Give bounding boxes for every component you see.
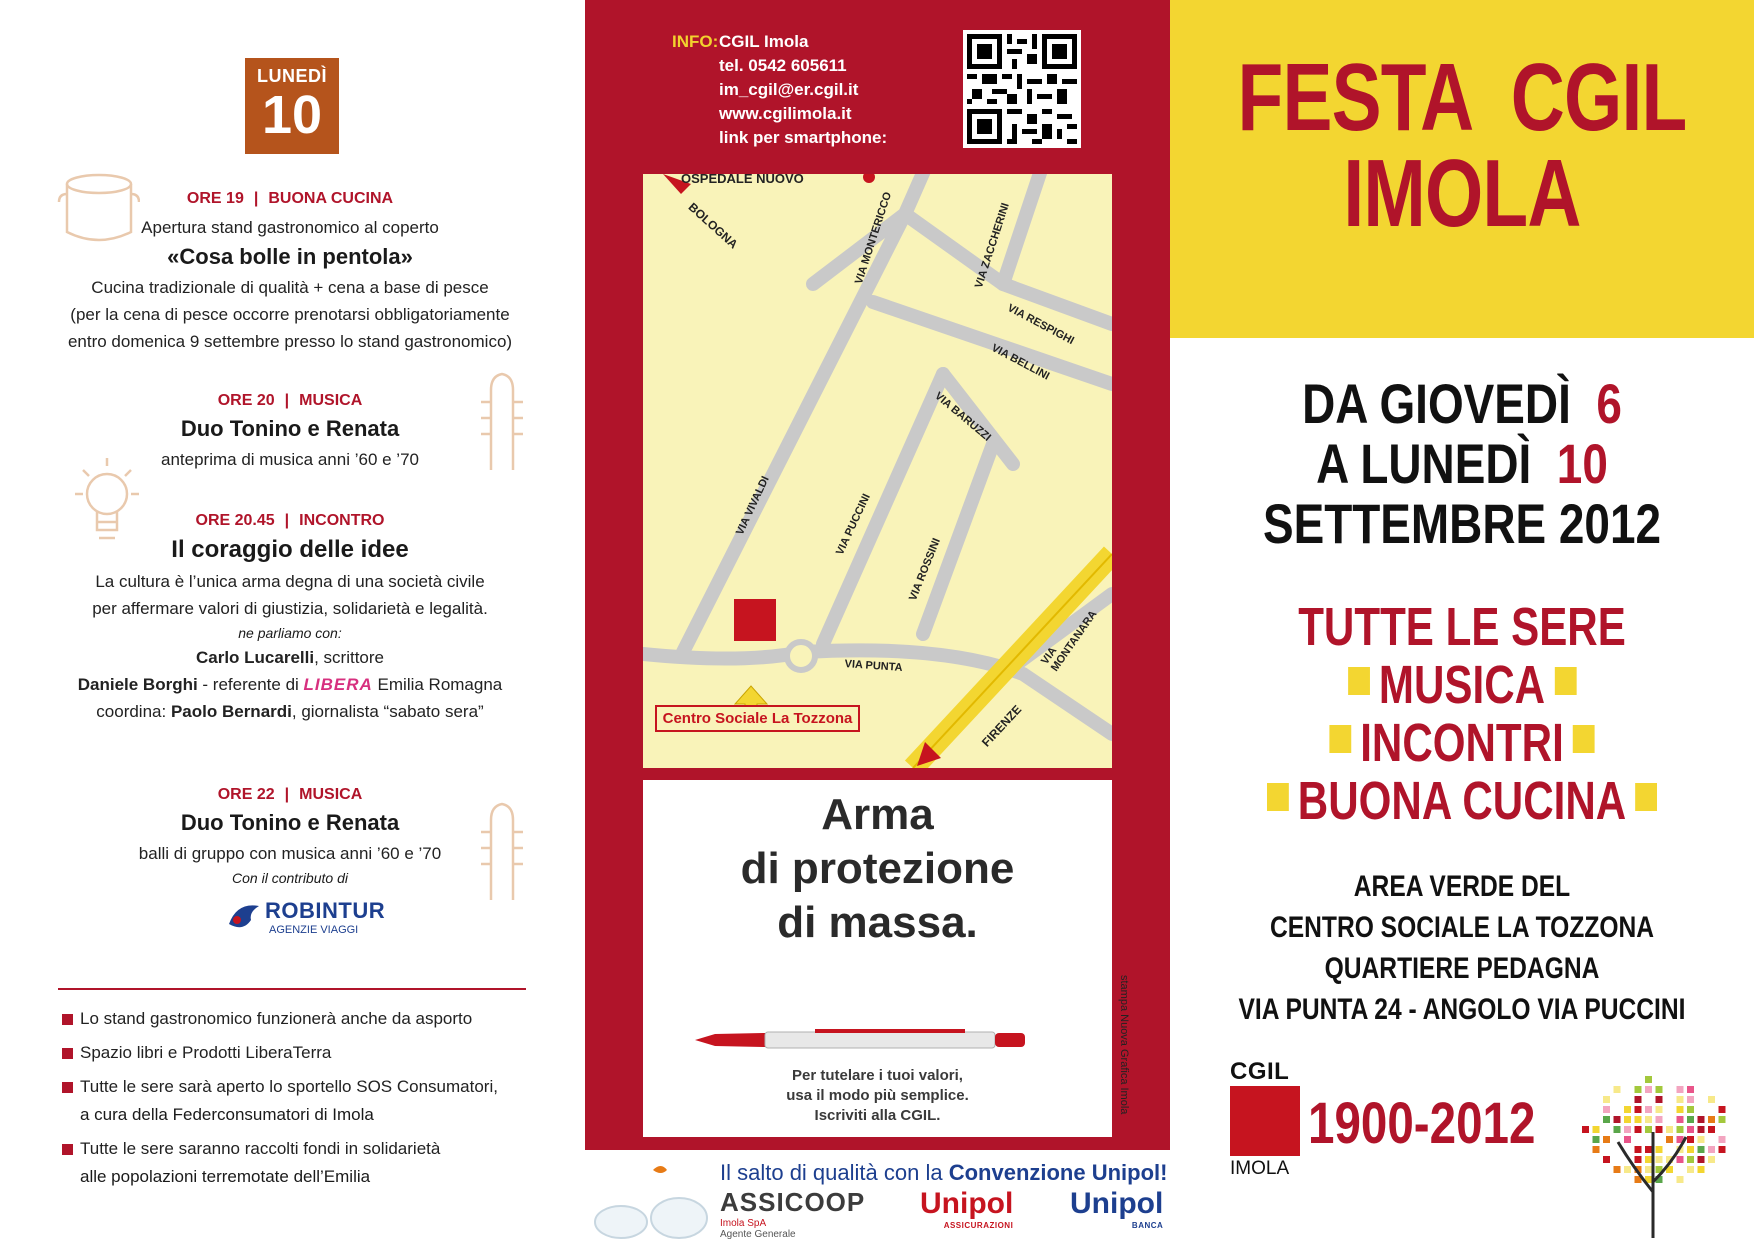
event-line: Cucina tradizionale di qualità + cena a base di pesce	[91, 278, 489, 297]
guest-role: - referente di	[197, 675, 304, 694]
tree-tile	[1614, 1086, 1621, 1093]
date-line	[1223, 434, 1702, 494]
tree-tile	[1645, 1156, 1652, 1163]
event-intro: Apertura stand gastronomico al coperto	[141, 218, 439, 237]
tree-tile	[1624, 1166, 1631, 1173]
event-head: ORE 20 | MUSICA	[217, 392, 363, 409]
day-badge	[245, 58, 339, 154]
tree-tile	[1698, 1166, 1705, 1173]
assicoop-sub: Imola SpA	[720, 1218, 767, 1229]
event-title: Duo Tonino e Renata	[180, 810, 400, 835]
tree-tile	[1635, 1116, 1642, 1123]
tree-tile	[1603, 1116, 1610, 1123]
unipol-claim	[720, 1160, 1167, 1186]
date-text: A LUNEDÌ	[1316, 432, 1532, 495]
tree-tile	[1593, 1136, 1600, 1143]
tree-tile	[1708, 1126, 1715, 1133]
tree-tile	[1656, 1086, 1663, 1093]
robintur-sub: AGENZIE VIAGGI	[269, 924, 359, 936]
venue-address	[1223, 866, 1702, 1030]
tree-tile	[1645, 1076, 1652, 1083]
mosaic-tree-icon	[1578, 1072, 1728, 1238]
program-highlights	[1234, 598, 1690, 830]
info-phone: tel. 0542 605611	[719, 56, 847, 75]
note-continuation: a cura della Federconsumatori di Imola	[80, 1105, 374, 1124]
event-line: La cultura è l’unica arma degna di una società civile	[95, 572, 485, 591]
guest-role: , giornalista “sabato sera”	[291, 702, 484, 721]
cgil-logo-bottom: IMOLA	[1230, 1158, 1290, 1179]
assicoop-agent: Agente Generale	[720, 1229, 796, 1240]
map-street: VIA ROSSINI	[907, 536, 943, 603]
info-line: CGIL Imola	[719, 32, 809, 51]
event-title: Duo Tonino e Renata	[180, 416, 400, 441]
venue-line: CENTRO SOCIALE LA TOZZONA	[1269, 911, 1655, 944]
event-ore-19	[40, 190, 540, 355]
print-credit-text: stampa Nuova Grafica Imola	[1118, 975, 1130, 1115]
highlight-line	[1234, 772, 1690, 830]
event-title: Il coraggio delle idee	[171, 536, 409, 563]
tree-tile	[1603, 1156, 1610, 1163]
date-line	[1223, 374, 1702, 434]
unipol-b-sub: BANCA	[1131, 1221, 1164, 1230]
info-block	[672, 30, 887, 150]
tree-tile	[1687, 1156, 1694, 1163]
highlight-line	[1234, 714, 1690, 772]
tree-tile	[1677, 1086, 1684, 1093]
event-line: (per la cena di pesce occorre prenotarsi obbligatoriamente	[70, 305, 510, 324]
tree-tile	[1593, 1146, 1600, 1153]
tree-tile	[1719, 1106, 1726, 1113]
tree-tile	[1656, 1156, 1663, 1163]
qr-code-icon	[967, 34, 1077, 144]
tree-tile	[1624, 1106, 1631, 1113]
tree-tile	[1687, 1116, 1694, 1123]
highlight-item: MUSICA	[1378, 655, 1546, 715]
highlight-item: BUONA CUCINA	[1297, 771, 1627, 831]
tree-tile	[1603, 1136, 1610, 1143]
event-dates	[1223, 374, 1702, 554]
date-number: 6	[1596, 372, 1622, 435]
date-line: SETTEMBRE 2012	[1262, 492, 1662, 555]
cgil-imola-logo	[1230, 1058, 1302, 1179]
tree-tile	[1708, 1156, 1715, 1163]
map-street: VIA RESPIGHI	[1005, 302, 1076, 348]
guest-prefix: coordina:	[96, 702, 171, 721]
guest-name: Carlo Lucarelli	[195, 648, 315, 667]
venue-line: AREA VERDE DEL	[1353, 870, 1571, 903]
day-number: 10	[261, 85, 323, 145]
tree-tile	[1687, 1086, 1694, 1093]
tree-tile	[1635, 1156, 1642, 1163]
bird-icon	[225, 898, 265, 938]
highlight-item: INCONTRI	[1360, 713, 1564, 773]
tree-tile	[1677, 1126, 1684, 1133]
tree-tile	[1677, 1176, 1684, 1183]
tree-tile	[1603, 1096, 1610, 1103]
tree-tile	[1719, 1136, 1726, 1143]
venue-line: VIA PUNTA 24 - ANGOLO VIA PUCCINI	[1238, 993, 1686, 1026]
tree-tile	[1687, 1136, 1694, 1143]
ad-slogan-line: di massa.	[777, 898, 978, 947]
event-head: ORE 22 | MUSICA	[217, 786, 363, 803]
tree-tile	[1614, 1126, 1621, 1133]
tree-tile	[1645, 1116, 1652, 1123]
assicoop-name: ASSICOOP	[720, 1187, 866, 1217]
tree-tile	[1645, 1166, 1652, 1173]
tree-tile	[1635, 1106, 1642, 1113]
tree-tile	[1656, 1146, 1663, 1153]
note-item: Lo stand gastronomico funzionerà anche da asporto	[62, 1005, 562, 1033]
event-head: ORE 19 | BUONA CUCINA	[186, 190, 394, 207]
tree-tile	[1614, 1166, 1621, 1173]
sere-heading: TUTTE LE SERE	[1298, 597, 1626, 657]
tree-tile	[1698, 1146, 1705, 1153]
date-number: 10	[1556, 432, 1608, 495]
map-street: VIA MONTERICCO	[853, 190, 895, 286]
map-street: VIA BARUZZI	[932, 390, 994, 444]
unipol-claim-bold: Convenzione Unipol!	[948, 1160, 1168, 1185]
tree-tile	[1719, 1116, 1726, 1123]
tree-tile	[1624, 1116, 1631, 1123]
day-weekday: LUNEDÌ	[257, 66, 327, 86]
tree-tile	[1708, 1116, 1715, 1123]
map-street: VIA MONTANARA	[1039, 608, 1100, 674]
event-line: entro domenica 9 settembre presso lo stand gastronomico)	[67, 332, 513, 351]
event-line: per affermare valori di giustizia, solidarietà e legalità.	[92, 599, 488, 618]
map-street: VIA BELLINI	[989, 342, 1052, 383]
tree-tile	[1677, 1096, 1684, 1103]
tree-tile	[1687, 1106, 1694, 1113]
guest-line	[40, 644, 540, 671]
print-credit	[1116, 975, 1136, 1115]
info-label: INFO:	[672, 32, 719, 51]
guest-name: Daniele Borghi	[77, 675, 198, 694]
anniversary-years: 1900-2012	[1308, 1091, 1536, 1156]
tree-tile	[1635, 1096, 1642, 1103]
note-item: Tutte le sere saranno raccolti fondi in solidarietà	[62, 1135, 562, 1163]
tree-tile	[1708, 1146, 1715, 1153]
unipol-a-name: Unipol	[920, 1187, 1014, 1220]
info-email[interactable]: im_cgil@er.cgil.it	[719, 80, 859, 99]
event-category: MUSICA	[299, 786, 363, 803]
map-street: FIRENZE	[979, 702, 1025, 750]
info-line: link per smartphone:	[719, 128, 888, 147]
tree-tile	[1687, 1096, 1694, 1103]
festa-title	[1234, 44, 1690, 247]
robintur-logo	[225, 892, 386, 942]
tree-tile	[1603, 1106, 1610, 1113]
tree-tile	[1666, 1126, 1673, 1133]
ad-small-line: Per tutelare i tuoi valori,	[792, 1067, 963, 1084]
event-ore-22	[40, 786, 540, 889]
tree-tile	[1656, 1096, 1663, 1103]
guest-line	[40, 698, 540, 725]
unipol-b-name: Unipol	[1070, 1187, 1164, 1220]
map-street: VIA PUNTA	[844, 658, 903, 675]
tree-tile	[1677, 1106, 1684, 1113]
ad-slogan-line: Arma	[821, 790, 934, 839]
tree-tile	[1624, 1136, 1631, 1143]
cgil-logo-top: CGIL	[1230, 1058, 1290, 1085]
note-item: Spazio libri e Prodotti LiberaTerra	[62, 1039, 562, 1067]
festa-title-line: FESTA CGIL	[1237, 44, 1687, 151]
guest-role: , scrittore	[314, 648, 384, 667]
tree-tile	[1624, 1126, 1631, 1133]
event-category: INCONTRO	[299, 512, 385, 529]
event-ore-20-45	[40, 512, 540, 725]
tree-tile	[1635, 1146, 1642, 1153]
event-time: ORE 20.45	[195, 512, 275, 529]
cgil-ad	[643, 780, 1112, 1137]
tree-tile	[1635, 1086, 1642, 1093]
event-title: «Cosa bolle in pentola»	[167, 244, 413, 269]
unipol-claim-text: Il salto di qualità con la	[720, 1160, 949, 1185]
unipol-banca-logo	[1070, 1187, 1163, 1230]
map-street: VIA PUCCINI	[834, 491, 873, 558]
tree-tile	[1645, 1106, 1652, 1113]
tree-tile	[1708, 1096, 1715, 1103]
pen-icon	[695, 1025, 1035, 1055]
tree-tile	[1698, 1116, 1705, 1123]
event-time: ORE 20	[217, 392, 275, 409]
tree-tile	[1687, 1166, 1694, 1173]
ad-small-text	[643, 1066, 1112, 1126]
date-text: DA GIOVEDÌ	[1302, 372, 1571, 435]
ad-slogan-line: di protezione	[740, 844, 1015, 893]
note-item: Tutte le sere sarà aperto lo sportello SOS Consumatori,	[62, 1073, 562, 1101]
robintur-brand: ROBINTUR	[265, 898, 386, 923]
event-with-label: ne parliamo con:	[238, 625, 342, 641]
note-continuation: alle popolazioni terremotate dell’Emilia	[80, 1167, 371, 1186]
libera-logo: LIBERA	[303, 675, 373, 694]
festa-title-line: IMOLA	[1343, 140, 1581, 247]
goldfish-bowls-icon	[591, 1160, 711, 1240]
tree-tile	[1614, 1116, 1621, 1123]
cgil-logo-square	[1230, 1086, 1300, 1156]
tree-tile	[1719, 1146, 1726, 1153]
tree-tile	[1687, 1146, 1694, 1153]
tree-tile	[1698, 1156, 1705, 1163]
tree-tile	[1687, 1126, 1694, 1133]
tree-tile	[1593, 1126, 1600, 1133]
guest-role: Emilia Romagna	[372, 675, 503, 694]
ad-small-line: usa il modo più semplice.	[786, 1087, 969, 1104]
divider	[58, 988, 526, 990]
highlight-line	[1234, 656, 1690, 714]
tree-tile	[1645, 1086, 1652, 1093]
tree-tile	[1582, 1126, 1589, 1133]
event-category: BUONA CUCINA	[268, 190, 394, 207]
ad-small-line: Iscriviti alla CGIL.	[814, 1107, 941, 1124]
tree-tile	[1666, 1136, 1673, 1143]
tree-tile	[1656, 1116, 1663, 1123]
tree-tile	[1645, 1126, 1652, 1133]
venue-label: Centro Sociale La Tozzona	[655, 705, 860, 732]
arrow-firenze-icon	[915, 738, 945, 768]
venue-line: QUARTIERE PEDAGNA	[1324, 952, 1600, 985]
unipol-assicurazioni-logo	[920, 1187, 1013, 1230]
event-time: ORE 22	[217, 786, 275, 803]
map-street: VIA VIVALDI	[734, 474, 772, 538]
tree-tile	[1656, 1106, 1663, 1113]
notes-list	[62, 1005, 562, 1191]
tree-tile	[1677, 1156, 1684, 1163]
map-drawing	[643, 174, 1112, 768]
event-line: balli di gruppo con musica anni ’60 e ’70	[138, 844, 442, 863]
tree-tile	[1656, 1126, 1663, 1133]
event-line: anteprima di musica anni ’60 e ’70	[161, 450, 419, 469]
sponsor-label: Con il contributo di	[232, 870, 348, 886]
tree-tile	[1645, 1146, 1652, 1153]
assicoop-logo	[720, 1187, 865, 1240]
event-category: MUSICA	[299, 392, 363, 409]
map-street: VIA ZACCHERINI	[973, 201, 1012, 290]
info-website[interactable]: www.cgilimola.it	[719, 104, 852, 123]
event-time: ORE 19	[186, 190, 244, 207]
guest-name: Paolo Bernardi	[170, 702, 292, 721]
tree-tile	[1698, 1126, 1705, 1133]
qr-code[interactable]	[963, 30, 1081, 148]
ad-slogan	[643, 788, 1112, 950]
unipol-a-sub: ASSICURAZIONI	[943, 1221, 1014, 1230]
map-landmark: OSPEDALE NUOVO	[681, 174, 804, 186]
event-head: ORE 20.45 | INCONTRO	[195, 512, 385, 529]
tree-tile	[1698, 1136, 1705, 1143]
map-street: BOLOGNA	[685, 200, 741, 252]
tree-tile	[1635, 1126, 1642, 1133]
tree-tile	[1677, 1116, 1684, 1123]
location-map[interactable]	[643, 174, 1112, 768]
guest-line	[40, 671, 540, 698]
